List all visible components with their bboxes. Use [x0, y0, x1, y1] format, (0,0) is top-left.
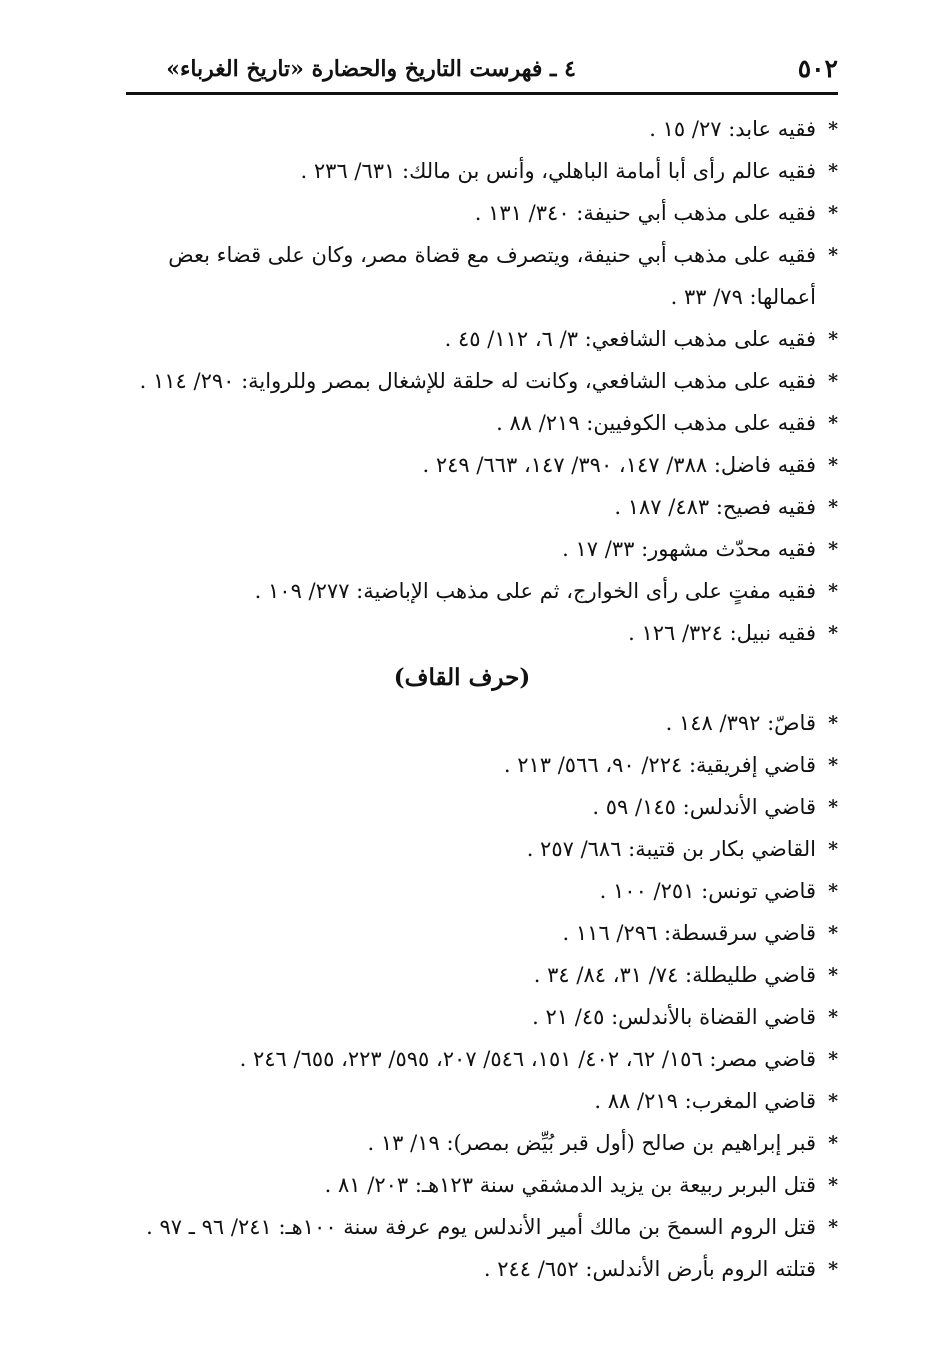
index-entry [126, 150, 838, 192]
index-entry-text: فقيه نبيل: ٣٢٤/ ١٢٦ . [628, 621, 816, 645]
index-entry [126, 486, 838, 528]
index-entry [126, 1122, 838, 1164]
page-header [126, 50, 838, 92]
index-entry [126, 1038, 838, 1080]
index-entry [126, 786, 838, 828]
index-entry-text: فقيه عالم رأى أبا أمامة الباهلي، وأنس بن مالك: ٦٣١/ ٢٣٦ . [300, 159, 816, 183]
index-entry [126, 444, 838, 486]
index-entry [126, 234, 838, 318]
index-entry-text: قاصّ: ٣٩٢/ ١٤٨ . [665, 711, 816, 735]
index-entry-text: قاضي مصر: ١٥٦/ ٦٢، ٤٠٢/ ١٥١، ٥٤٦/ ٢٠٧، ٥٩٥/ ٢٢٣، ٦٥٥/ ٢٤٦ . [239, 1047, 816, 1071]
index-entry-text: فقيه على مذهب الشافعي، وكانت له حلقة للإشغال بمصر وللرواية: ٢٩٠/ ١١٤ . [139, 369, 816, 393]
index-entry-text: فقيه فصيح: ٤٨٣/ ١٨٧ . [614, 495, 816, 519]
index-entry [126, 1206, 838, 1248]
index-entry [126, 912, 838, 954]
index-entry-text: قتلته الروم بأرض الأندلس: ٦٥٢/ ٢٤٤ . [483, 1257, 816, 1281]
index-entry [126, 528, 838, 570]
index-entry [126, 996, 838, 1038]
index-entry [126, 612, 838, 654]
asterisk-bullet-icon: * [828, 838, 838, 860]
index-entry [126, 360, 838, 402]
running-title: ٤ ـ فهرست التاريخ والحضارة «تاريخ الغرباء» [166, 56, 576, 82]
index-entry-text: قبر إبراهيم بن صالح (أول قبر بُيِّض بمصر): ١٩/ ١٣ . [367, 1131, 816, 1155]
asterisk-bullet-icon: * [828, 622, 838, 644]
index-entry [126, 954, 838, 996]
index-entry-text: فقيه على مذهب أبي حنيفة: ٣٤٠/ ١٣١ . [474, 201, 816, 225]
asterisk-bullet-icon: * [828, 538, 838, 560]
asterisk-bullet-icon: * [828, 160, 838, 182]
index-entry [126, 870, 838, 912]
index-entry-text: قاضي طليطلة: ٧٤/ ٣١، ٨٤/ ٣٤ . [533, 963, 816, 987]
asterisk-bullet-icon: * [828, 1132, 838, 1154]
asterisk-bullet-icon: * [828, 1048, 838, 1070]
asterisk-bullet-icon: * [828, 496, 838, 518]
index-entry [126, 402, 838, 444]
index-entry-text: قاضي سرقسطة: ٢٩٦/ ١١٦ . [562, 921, 816, 945]
asterisk-bullet-icon: * [828, 412, 838, 434]
asterisk-bullet-icon: * [828, 754, 838, 776]
index-entry-text: فقيه على مذهب أبي حنيفة، ويتصرف مع قضاة مصر، وكان على قضاء بعض أعمالها: ٧٩/ ٣٣ . [168, 243, 816, 309]
section-heading: (حرف القاف) [393, 664, 531, 691]
index-list-qaf [126, 702, 838, 1290]
index-entry-text: فقيه محدّث مشهور: ٣٣/ ١٧ . [562, 537, 816, 561]
index-entry-text: القاضي بكار بن قتيبة: ٦٨٦/ ٢٥٧ . [526, 837, 816, 861]
index-entry [126, 192, 838, 234]
asterisk-bullet-icon: * [828, 712, 838, 734]
asterisk-bullet-icon: * [828, 796, 838, 818]
asterisk-bullet-icon: * [828, 880, 838, 902]
index-entry [126, 744, 838, 786]
asterisk-bullet-icon: * [828, 964, 838, 986]
asterisk-bullet-icon: * [828, 922, 838, 944]
index-entry-text: فقيه فاضل: ٣٨٨/ ١٤٧، ٣٩٠/ ١٤٧، ٦٦٣/ ٢٤٩ . [422, 453, 816, 477]
index-entry-text: قتل البربر ربيعة بن يزيد الدمشقي سنة ١٢٣هـ: ٢٠٣/ ٨١ . [324, 1173, 816, 1197]
index-entry [126, 828, 838, 870]
index-entry-text: قتل الروم السمحَ بن مالك أمير الأندلس يوم عرفة سنة ١٠٠هـ: ٢٤١/ ٩٦ ـ ٩٧ . [146, 1215, 816, 1239]
index-content [126, 108, 838, 1290]
index-entry-text: قاضي القضاة بالأندلس: ٤٥/ ٢١ . [532, 1005, 816, 1029]
index-entry-text: قاضي تونس: ٢٥١/ ١٠٠ . [599, 879, 816, 903]
index-entry [126, 702, 838, 744]
index-entry [126, 1080, 838, 1122]
asterisk-bullet-icon: * [828, 370, 838, 392]
index-entry-text: فقيه عابد: ٢٧/ ١٥ . [649, 117, 816, 141]
asterisk-bullet-icon: * [828, 454, 838, 476]
asterisk-bullet-icon: * [828, 1258, 838, 1280]
index-entry-text: قاضي الأندلس: ١٤٥/ ٥٩ . [592, 795, 816, 819]
asterisk-bullet-icon: * [828, 580, 838, 602]
index-entry [126, 318, 838, 360]
asterisk-bullet-icon: * [828, 1006, 838, 1028]
index-entry [126, 570, 838, 612]
header-rule [126, 92, 838, 95]
asterisk-bullet-icon: * [828, 202, 838, 224]
page-number: ٥٠٢ [797, 54, 838, 83]
index-entry-text: فقيه على مذهب الشافعي: ٣/ ٦، ١١٢/ ٤٥ . [444, 327, 816, 351]
index-entry-text: فقيه مفتٍ على رأى الخوارج، ثم على مذهب الإباضية: ٢٧٧/ ١٠٩ . [254, 579, 816, 603]
asterisk-bullet-icon: * [828, 1216, 838, 1238]
index-entry-text: قاضي المغرب: ٢١٩/ ٨٨ . [594, 1089, 816, 1113]
index-entry-text: قاضي إفريقية: ٢٢٤/ ٩٠، ٥٦٦/ ٢١٣ . [503, 753, 816, 777]
index-entry-text: فقيه على مذهب الكوفيين: ٢١٩/ ٨٨ . [496, 411, 816, 435]
asterisk-bullet-icon: * [828, 244, 838, 266]
index-entry [126, 108, 838, 150]
asterisk-bullet-icon: * [828, 118, 838, 140]
asterisk-bullet-icon: * [828, 1090, 838, 1112]
index-list-faqih [126, 108, 838, 654]
index-entry [126, 1248, 838, 1290]
index-entry [126, 1164, 838, 1206]
asterisk-bullet-icon: * [828, 328, 838, 350]
asterisk-bullet-icon: * [828, 1174, 838, 1196]
